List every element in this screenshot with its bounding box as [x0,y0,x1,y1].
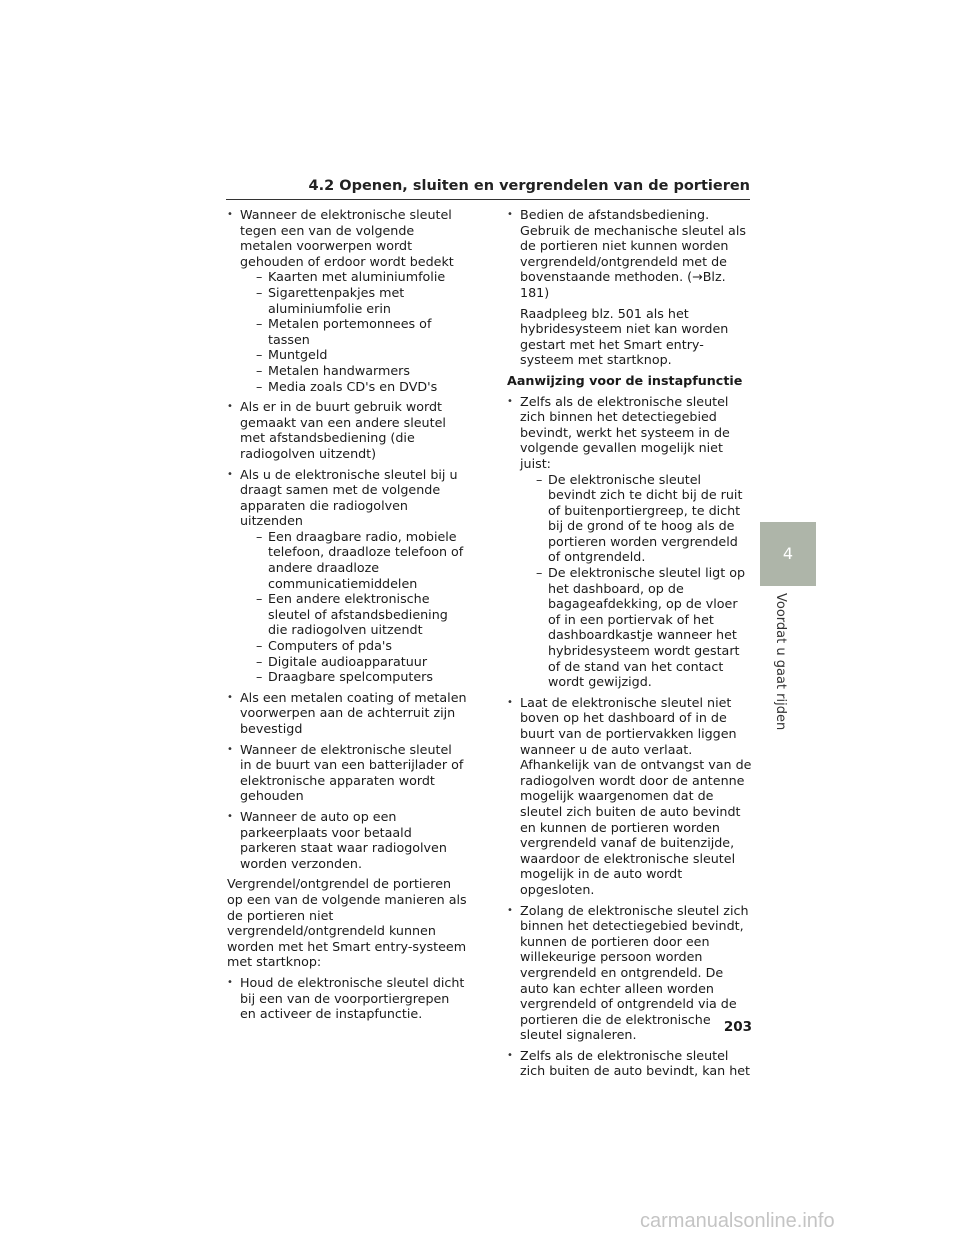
bullet-text: • Houd de elektronische sleutel dicht bij een van de voorportiergrepen en activeer de instapfunctie. [240,974,465,1022]
sub-item: – Metalen handwarmers [240,363,467,379]
right-column [507,207,752,1084]
sub-item: – Een draagbare radio, mobiele telefoon, draadloze telefoon of andere draadloze communicatiemiddelen [240,529,467,591]
bullet-text: • Zelfs als de elektronische sleutel zich buiten de auto bevindt, kan het [520,1047,751,1079]
bullet-text: • Wanneer de elektronische sleutel tegen een van de volgende metalen voorwerpen wordt gehouden of erdoor wordt bedekt [240,207,454,269]
bullet-text: • Als een metalen coating of metalen voorwerpen aan de achterruit zijn bevestigd [240,689,467,736]
bullet-text: • Als u de elektronische sleutel bij u draagt samen met de volgende apparaten die radiogolven uitzenden [240,466,458,529]
bullet-text: • Laat de elektronische sleutel niet boven op het dashboard of in de buurt van de portiervakken liggen wanneer u de auto verlaat. Afhankelijk van de ontvangst van de radiogolven wordt door de antenne mogelijk waargenomen dat de sleutel zich buiten de auto bevindt en kunnen de portieren worden vergrendeld vanaf de buitenzijde, waardoor de elektronische sleutel mogelijk in de auto wordt opgesloten. [520,694,752,897]
sub-item: – De elektronische sleutel ligt op het dashboard, op de bagageafdekking, op de vloer of in een portiervak of het dashboardkastje wanneer het hybridesysteem wordt gestart of de stand van het contact wordt gewijzigd. [520,565,752,690]
bullet-detection-area [507,394,752,690]
page-number: 203 [723,1019,752,1035]
bullet-hold-key [227,975,467,1022]
bullet-text: • Wanneer de auto op een parkeerplaats voor betaald parkeren staat waar radiogolven worden verzonden. [240,808,447,871]
sub-item: – Een andere elektronische sleutel of afstandsbediening die radiogolven uitzendt [240,591,467,638]
chapter-tab [760,522,816,586]
note-heading: Aanwijzing voor de instapfunctie [507,372,743,388]
bullet-followup-text: Raadpleeg blz. 501 als het hybridesysteem niet kan worden gestart met het Smart entry-systeem met startknop. [520,305,729,368]
bullet-text: • Zelfs als de elektronische sleutel zich binnen het detectiegebied bevindt, werkt het systeem in de volgende gevallen mogelijk niet juist: [520,393,730,471]
bullet-paid-parking [227,809,467,871]
sub-item: – Digitale audioapparatuur [240,654,467,670]
sub-item: – Metalen portemonnees of tassen [240,316,467,347]
bullet-key-outside [507,1048,752,1079]
bullet-other-remote [227,399,467,461]
sub-item: – Media zoals CD's en DVD's [240,379,467,395]
bullet-dashboard-key [507,695,752,898]
bullet-text: • Als er in de buurt gebruik wordt gemaakt van een andere sleutel met afstandsbediening (die radiogolven uitzendt) [240,399,446,461]
bullet-text: • Zolang de elektronische sleutel zich binnen het detectiegebied bevindt, kunnen de portieren door een willekeurige persoon worden vergrendeld en ontgrendeld. De auto kan echter alleen worden vergrendeld of ontgrendeld via de portieren die de elektronische sleutel signaleren. [520,902,749,1043]
bullet-use-remote [507,207,752,368]
chapter-label: Voordat u gaat rijden [773,593,788,731]
bullet-text: • Bedien de afstandsbediening. Gebruik de mechanische sleutel als de portieren niet kunnen worden vergrendeld/ontgrendeld met de bovenstaande methoden. (→Blz. 181) [520,207,746,300]
paragraph-lock-methods: Vergrendel/ontgrendel de portieren op een van de volgende manieren als de portieren niet vergrendeld/ontgrendeld kunnen worden met het Smart entry-systeem met startknop: [227,876,467,970]
bullet-text: • Wanneer de elektronische sleutel in de buurt van een batterijlader of elektronische apparaten wordt gehouden [240,741,464,804]
sub-item: – Muntgeld [240,347,467,363]
left-column [227,207,467,1027]
sub-item: – Draagbare spelcomputers [240,669,467,685]
chapter-number: 4 [782,544,794,563]
watermark-logo: carmanualsonline.info [640,1210,835,1232]
section-header-title: 4.2 Openen, sluiten en vergrendelen van de portieren [308,178,750,194]
sub-item: – Computers of pda's [240,638,467,654]
bullet-metal-objects [227,207,467,394]
sub-item: – Kaarten met aluminiumfolie [240,269,467,285]
header-rule [226,199,750,200]
bullet-metal-coating [227,690,467,737]
bullet-battery-charger [227,742,467,804]
sub-item: – De elektronische sleutel bevindt zich te dicht bij de ruit of buitenportiergreep, te dicht bij de grond of te hoog als de portieren worden vergrendeld of ontgrendeld. [520,472,752,566]
chapter-label-container [772,593,788,733]
bullet-radio-devices [227,467,467,685]
sub-item: – Sigarettenpakjes met aluminiumfolie erin [240,285,467,316]
